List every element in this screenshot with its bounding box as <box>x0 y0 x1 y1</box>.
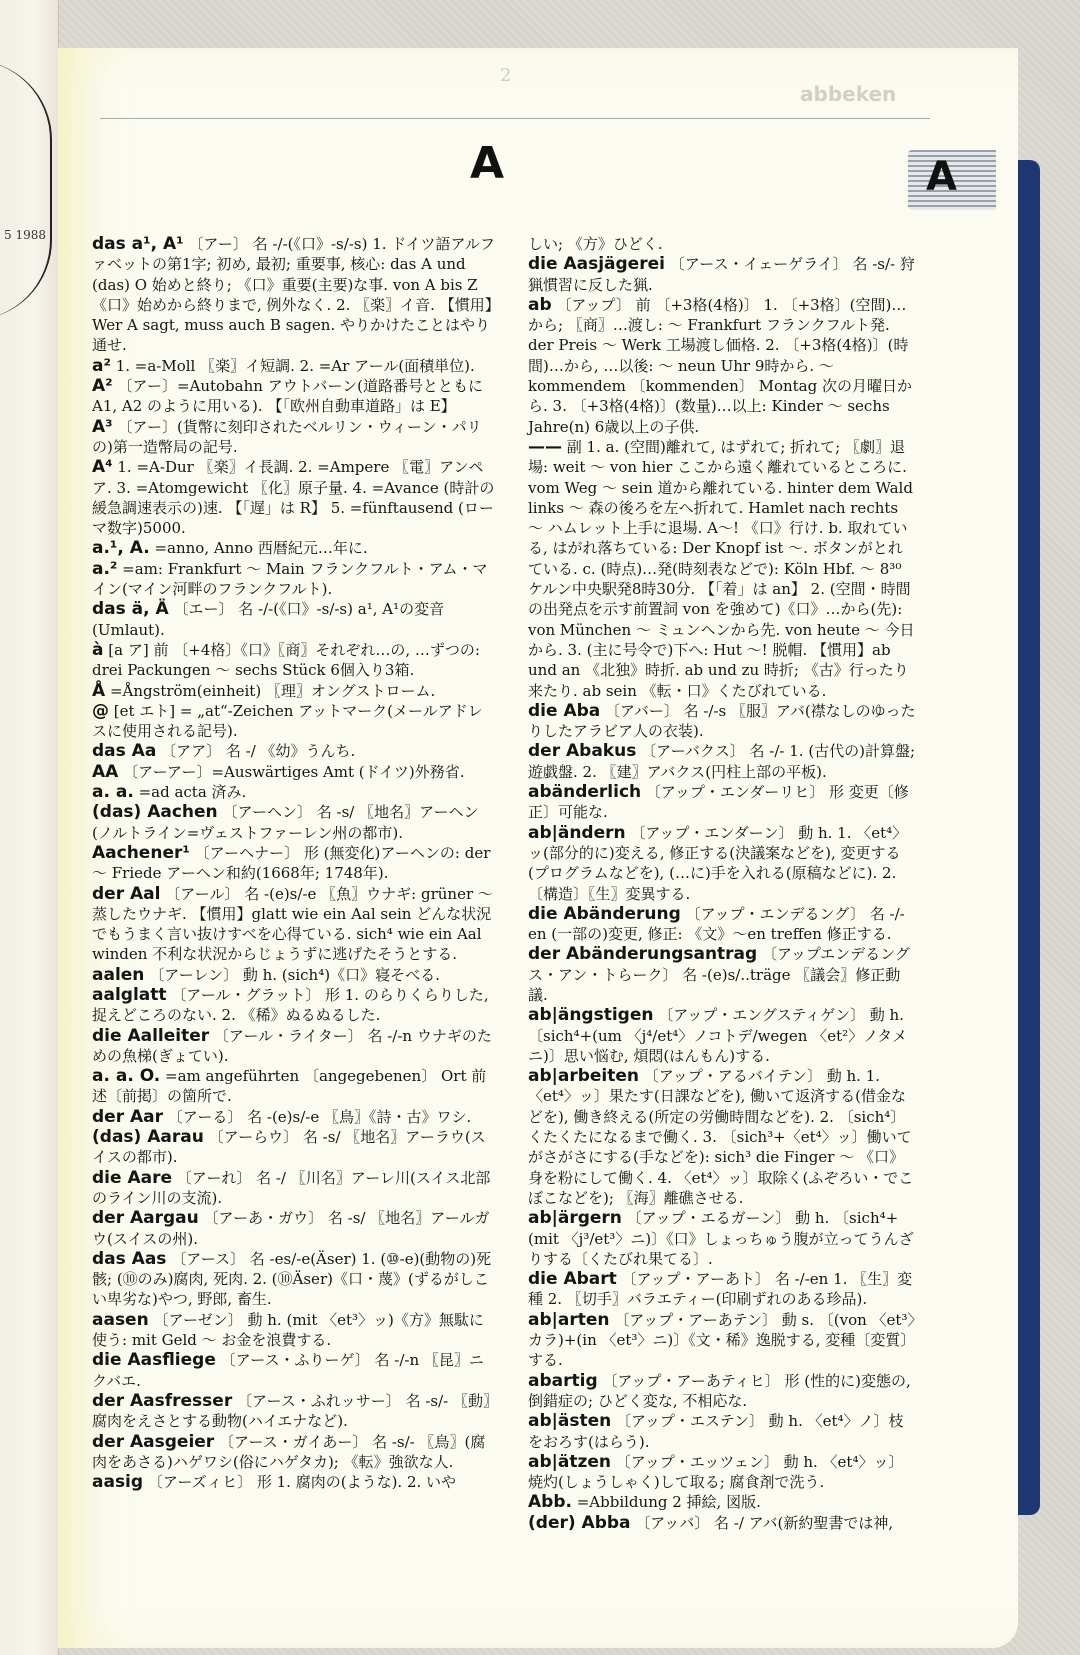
dictionary-entry <box>528 234 916 254</box>
dictionary-entry <box>528 1208 916 1269</box>
dictionary-entry <box>92 1472 497 1492</box>
entry-headword: A² <box>92 376 113 397</box>
dictionary-entry <box>92 843 497 884</box>
entry-headword: der Aasgeier <box>92 1431 215 1452</box>
entry-definition: 〔アース・ふりーゲ〕 名 -/-n 〖昆〗ニクバエ. <box>92 1351 484 1390</box>
dictionary-entry <box>92 457 497 538</box>
entry-definition: 〔アーゼン〕 動 h. (mit 〈et³〉ッ)《方》無駄に使う: mit Geld ～ お金を浪費する. <box>92 1310 484 1350</box>
entry-definition: =anno, Anno 西暦紀元…年に. <box>154 539 368 558</box>
entry-definition: [a ア] 前 〔+4格〕《口》〖商〗それぞれ…の, …ずつの: drei Packungen ～ sechs Stück 6個入り3箱. <box>92 640 480 680</box>
dictionary-entry <box>92 559 497 600</box>
entry-headword: Abb. <box>528 1492 572 1513</box>
dictionary-entry <box>92 1432 497 1473</box>
section-letter: A <box>470 138 505 189</box>
dictionary-entry <box>528 701 916 742</box>
entry-headword: das ä, Ä <box>92 599 169 620</box>
dictionary-entry <box>528 1005 916 1066</box>
entry-definition: 〔アップ・エるガーン〕 動 h. 〔sich⁴+(mit 〈j³/et³〉ニ)〕《口》しょっちゅう腹が立ってうんざりする〔くたびれ果てる〕. <box>528 1209 914 1268</box>
entry-definition: 〔アップ・エンダーリヒ〕 形 変更〔修正〕可能な. <box>528 783 909 822</box>
entry-definition: 〔アース・ふれッサー〕 名 -s/- 〖動〗腐肉をえさとする動物(ハイエナなど). <box>92 1391 491 1431</box>
entry-headword: (das) Aachen <box>92 802 218 823</box>
entry-definition: 〔アップ〕 前 〔+3格(4格)〕 1. 〔+3格〕(空間)…から; 〖商〗…渡し: ～ Frankfurt フランクフルト発. der Preis ～ Werk 工場渡し価格. 2. 〔+3格(4格)〕(時間)…から, …以後: ～ neun Uhr 9時から. ～ kommendem 〔kommenden〕 Montag 次の月曜日から. 3. 〔+3格(4格)〕(数量)…以上: Kinder ～ sechs Jahre(n) 6歳以上の子供. <box>528 295 912 436</box>
dictionary-entry <box>92 1310 497 1351</box>
entry-headword: ab|ärgern <box>528 1208 622 1229</box>
entry-headword: A³ <box>92 416 113 437</box>
dictionary-entry <box>528 944 916 1005</box>
entry-definition: 〔アーる〕 名 -(e)s/-e 〖鳥〗《詩・古》ワシ. <box>167 1107 472 1126</box>
dictionary-entry <box>92 1391 497 1432</box>
entry-definition: 〔アーズィヒ〕 形 1. 腐肉の(ような). 2. いや <box>147 1473 457 1492</box>
entry-definition: 〔アップ・エンダーン〕 動 h. 1. 〈et⁴〉ッ(部分的に)変える, 修正する(決議案などを), 変更する(プログラムなどを), (…に)手を入れる(原稿などに). 2. 〔構造〕〖生〗変異する. <box>528 823 908 903</box>
entry-headword: der Abänderungsantrag <box>528 944 758 965</box>
entry-definition: 1. =a-Moll 〖楽〗イ短調. 2. =Ar アール(面積単位). <box>115 356 475 375</box>
entry-headword: die Aasfliege <box>92 1350 216 1371</box>
dictionary-entry <box>528 1452 916 1493</box>
dictionary-entry <box>528 1371 916 1412</box>
entry-definition: 1. =A-Dur 〖楽〗イ長調. 2. =Ampere 〖電〗アンペア. 3. =Atomgewicht 〖化〗原子量. 4. =Avance (時計の緩急調速表示の)速. 【「遅」は R】 5. =fünftausend (ローマ数字)5000. <box>92 458 495 538</box>
dictionary-entry <box>92 1249 497 1310</box>
entry-headword: a. a. <box>92 782 134 803</box>
entry-headword: der Aargau <box>92 1208 199 1229</box>
page-number: 2 <box>500 65 512 86</box>
entry-definition: 〔アース・イェーゲライ〕 名 -s/- 狩猟慣習に反した猟. <box>528 255 915 294</box>
entry-definition: 〔アップ・アーあト〕 名 -/-en 1. 〖生〗変種 2. 〖切手〗バラエティー(印刷ずれのある珍品). <box>528 1270 913 1309</box>
entry-headword: die Aba <box>528 700 601 721</box>
dictionary-entry <box>92 1208 497 1249</box>
entry-headword: a.² <box>92 558 118 579</box>
entry-headword: AA <box>92 761 119 782</box>
left-page-edge <box>0 0 59 1655</box>
entry-definition: 〔アップ・アーあティヒ〕 形 (性的に)変態の, 倒錯症の; ひどく変な, 不相応な. <box>528 1371 911 1410</box>
entry-headword: der Abakus <box>528 741 637 762</box>
left-column <box>92 234 497 1492</box>
entry-headword: der Aasfresser <box>92 1390 233 1411</box>
entry-definition: 〔アップ・エッツェン〕 動 h. 〈et⁴〉ッ〕焼灼(しょうしゃく)して取る; 腐食剤で洗う. <box>528 1452 904 1492</box>
dictionary-entry <box>92 376 497 417</box>
entry-headword: die Aasjägerei <box>528 254 665 275</box>
entry-headword: der Aal <box>92 883 161 904</box>
entry-headword: aalglatt <box>92 984 167 1005</box>
dictionary-entry <box>92 1026 497 1067</box>
dictionary-entry <box>528 254 916 295</box>
entry-headword: Aachener¹ <box>92 842 190 863</box>
entry-definition: 〔アップ・アるバイテン〕 動 h. 1. 〈et⁴〉ッ〕果たす(日課などを), 働いて返済する(借金などを), 働き終える(所定の労働時間などを). 2. 〔sich⁴〕くたくたになるまで働く. 3. 〔sich³+〈et⁴〉ッ〕働いてがさがさにする(手などを): sich³ die Finger ～ 《口》身を粉にして働く. 4. 〈et⁴〉ッ〕取除く(ふぞろい・でこぼこなどを); 〖海〗離礁させる. <box>528 1067 914 1207</box>
entry-definition: 〔アア〕 名 -/ 《幼》うんち. <box>161 742 356 761</box>
entry-definition: 〔アール〕 名 -(e)s/-e 〖魚〗ウナギ: grüner ～ 蒸したウナギ. 【慣用】glatt wie ein Aal sein どんな状況でもうまく言い抜けすべを心得ている. sich⁴ wie ein Aal winden 不利な状況からじょうずに逃げたそうとする. <box>92 884 493 964</box>
dictionary-entry <box>528 823 916 904</box>
entry-headword: a² <box>92 355 111 376</box>
entry-definition: 〔アーヘナー〕 形 (無変化)アーヘンの: der ～ Friede アーヘン和約(1668年; 1748年). <box>92 843 491 883</box>
entry-headword: a. a. O. <box>92 1066 161 1087</box>
entry-headword: das Aa <box>92 741 157 762</box>
dictionary-entry <box>92 985 497 1026</box>
right-column <box>528 234 916 1533</box>
entry-headword: die Abänderung <box>528 903 681 924</box>
dictionary-entry <box>92 762 497 782</box>
entry-definition: 〔アーヘン〕 名 -s/ 〖地名〗アーヘン(ノルトライン=ヴェストファーレン州の都市). <box>92 803 479 842</box>
entry-headword: ab|ängstigen <box>528 1005 654 1026</box>
dictionary-entry <box>92 802 497 843</box>
entry-definition: 〔アー〕 名 -/-(《口》-s/-s) 1. ドイツ語アルファベットの第1字; 初め, 最初; 重要事, 核心: das A und (das) O 始めと終り; 《口》重要(主要)な事. von A bis Z 《口》始めから終りまで, 例外なく. 2. 〖楽〗イ音. 【慣用】Wer A sagt, muss auch B sagen. やりかけたことはやり通せ. <box>92 235 495 355</box>
dictionary-entry <box>92 681 497 701</box>
dictionary-entry <box>92 356 497 376</box>
entry-definition: 〔アース・ガイあー〕 名 -s/- 〖鳥〗(腐肉をあさる)ハゲワシ(俗にハゲタカ); 《転》強欲な人. <box>92 1432 486 1471</box>
entry-definition: 〔アーらウ〕 名 -s/ 〖地名〗アーラウ(スイスの都市). <box>92 1128 486 1167</box>
entry-headword: ab <box>528 294 552 315</box>
running-head: abbeken <box>800 82 897 106</box>
entry-definition: 〔アップ・エンデるング〕 名 -/-en (一部の)変更, 修正: 《文》～en treffen 修正する. <box>528 904 905 944</box>
entry-definition: 〔アーレン〕 動 h. (sich⁴)《口》寝そべる. <box>149 965 440 984</box>
entry-definition: 〔アース〕 名 -es/-e(Äser) 1. (⑩-e)(動物の)死骸; (⑩のみ)腐肉, 死肉. 2. (⑩Äser)《口・蔑》(ずるがしこい卑劣な)やつ, 野郎, 畜生. <box>92 1249 492 1309</box>
entry-definition: 副 1. a. (空間)離れて, はずれて; 折れて; 〖劇〗退場: weit ～ von hier ここから遠く離れているところに. vom Weg ～ sein 道から離れている. hinter dem Wald links ～ 森の後ろを左へ折れて. Hamlet nach rechts ～ ハムレット上手に退場. A～! 《口》行け. b. 取れている, はがれ落ちている: Der Knopf ist ～. ボタンがとれている. c. (時点)…発(時刻表などで): Köln Hbf. ～ 8³⁰ ケルン中央駅発8時30分. 【「着」は an】 2. (空間・時間の出発点を示す前置詞 von を強めて)《口》…から(先): von München ～ ミュンヘンから先. von heute ～ 今日から. 3. (主に号令で)下へ: Hut ～! 脱帽. 【慣用】ab und an 《北独》時折. ab und zu 時折; 《古》行ったり来たり. ab sein 《転・口》くたびれている. <box>528 437 915 700</box>
dictionary-entry <box>528 1492 916 1512</box>
dictionary-entry <box>92 701 497 742</box>
entry-headword: die Abart <box>528 1269 617 1290</box>
entry-definition: 〔アーアー〕=Auswärtiges Amt (ドイツ)外務省. <box>123 762 465 781</box>
left-page-curve <box>0 60 52 320</box>
entry-definition: 〔アップ・エステン〕 動 h. 〈et⁴〉ノ〕枝をおろす(はらう). <box>528 1412 904 1451</box>
entry-definition: [et エト] = „at“-Zeichen アットマーク(メールアドレスに使用される記号). <box>92 701 483 741</box>
dictionary-entry <box>528 1066 916 1208</box>
dictionary-entry <box>528 1269 916 1310</box>
entry-definition: 〔アーあ・ガウ〕 名 -s/ 〖地名〗アールガウ(スイスの州). <box>92 1209 490 1248</box>
dictionary-entry <box>92 965 497 985</box>
dictionary-entry <box>528 741 916 782</box>
dictionary-entry <box>92 417 497 458</box>
entry-definition: 〔アバー〕 名 -/-s 〖服〗アバ(襟なしのゆったりしたアラビア人の衣装). <box>528 701 916 741</box>
dictionary-entry <box>528 782 916 823</box>
entry-headword: das a¹, A¹ <box>92 234 184 254</box>
dictionary-entry <box>92 1107 497 1127</box>
entry-headword: aasig <box>92 1472 144 1493</box>
entry-definition: =Ångström(einheit) 〖理〗オングストローム. <box>109 681 436 700</box>
entry-headword: aasen <box>92 1309 149 1330</box>
thumb-index-letter: A <box>926 154 957 200</box>
entry-headword: ab|ästen <box>528 1411 612 1432</box>
entry-headword: @ <box>92 700 109 721</box>
entry-headword: ab|arten <box>528 1309 610 1330</box>
dictionary-entry <box>92 741 497 761</box>
entry-headword: ab|arbeiten <box>528 1066 639 1087</box>
dictionary-entry <box>92 782 497 802</box>
entry-definition: 〔アッバ〕 名 -/ アバ(新約聖書では神, <box>635 1513 894 1532</box>
dictionary-entry <box>92 640 497 681</box>
entry-definition: =Abbildung 2 挿絵, 図版. <box>576 1493 761 1512</box>
dictionary-entry <box>92 234 497 356</box>
dictionary-entry <box>528 295 916 437</box>
entry-definition: 〔アール・ライター〕 名 -/-n ウナギのための魚梯(ぎょてい). <box>92 1026 492 1065</box>
entry-headword: a.¹, A. <box>92 538 150 559</box>
header-rule <box>100 118 930 119</box>
entry-definition: 〔アーバクス〕 名 -/- 1. (古代の)計算盤; 遊戯盤. 2. 〖建〗アバクス(円柱上部の平板). <box>528 742 916 781</box>
entry-definition: 〔アー〕(貨幣に刻印されたベルリン・ウィーン・パリの)第一造幣局の記号. <box>92 417 482 456</box>
dictionary-entry <box>528 904 916 945</box>
dictionary-entry <box>528 1310 916 1371</box>
entry-headword: die Aalleiter <box>92 1025 210 1046</box>
entry-definition: 〔アー〕=Autobahn アウトバーン(道路番号とともに A1, A2 のように用いる). 【「欧州自動車道路」は E】 <box>92 377 483 416</box>
dictionary-entry <box>92 1168 497 1209</box>
dictionary-entry <box>528 437 916 701</box>
dictionary-entry <box>92 1127 497 1168</box>
entry-definition: 〔アップ・エングスティゲン〕 動 h. 〔sich⁴+(um 〈j⁴/et⁴〉ノコトデ/wegen 〈et²〉ノタメニ)〕思い悩む, 煩悶(はんもん)する. <box>528 1006 908 1065</box>
dictionary-entry <box>92 1350 497 1391</box>
entry-headword: die Aare <box>92 1167 172 1188</box>
dictionary-entry <box>528 1411 916 1452</box>
entry-headword: A⁴ <box>92 457 113 478</box>
entry-definition: =am angeführten 〔angegebenen〕 Ort 前述〔前掲〕の箇所で. <box>92 1067 487 1106</box>
left-page-fragment: 5 1988 <box>4 228 46 242</box>
dictionary-entry <box>92 1066 497 1107</box>
entry-headword: ab|ätzen <box>528 1451 611 1472</box>
entry-headword: Å <box>92 680 106 701</box>
entry-headword: der Aar <box>92 1106 164 1127</box>
entry-headword: abartig <box>528 1370 598 1391</box>
entry-headword: aalen <box>92 964 145 985</box>
thumb-index-tab[interactable] <box>908 150 996 210</box>
entry-definition: =ad acta 済み. <box>138 783 247 802</box>
entry-definition: 〔エー〕 名 -/-(《口》-s/-s) a¹, A¹の変音(Umlaut). <box>92 600 445 639</box>
entry-headword: (der) Abba <box>528 1512 631 1533</box>
entry-headword: ab|ändern <box>528 822 626 843</box>
entry-headword: —— <box>528 436 562 457</box>
entry-definition: 〔アーれ〕 名 -/ 〖川名〗アーレ川(スイス北部のライン川の支流). <box>92 1168 491 1207</box>
dictionary-entry <box>92 884 497 965</box>
dictionary-entry <box>92 538 497 558</box>
entry-definition: 〔アップ・アーあテン〕 動 s. 〔(von 〈et³〉カラ)+(in 〈et³〉ニ)〕《文・稀》逸脱する, 変種〔変質〕する. <box>528 1310 916 1370</box>
dictionary-entry <box>528 1513 916 1533</box>
entry-headword: (das) Aarau <box>92 1127 204 1148</box>
entry-headword: das Aas <box>92 1248 167 1269</box>
dictionary-entry <box>92 599 497 640</box>
entry-definition: しい; 《方》ひどく. <box>528 235 663 253</box>
entry-definition: 〔アール・グラット〕 形 1. のらりくらりした, 捉えどころのない. 2. 《稀》ぬるぬるした. <box>92 985 489 1025</box>
entry-headword: à <box>92 639 104 660</box>
entry-headword: abänderlich <box>528 782 642 803</box>
entry-definition: 〔アップエンデるングス・アン・トらーク〕 名 -(e)s/..träge 〖議会〗修正動議. <box>528 945 910 1004</box>
entry-definition: =am: Frankfurt ～ Main フランクフルト・アム・マイン(マイン河畔のフランクフルト). <box>92 559 488 599</box>
